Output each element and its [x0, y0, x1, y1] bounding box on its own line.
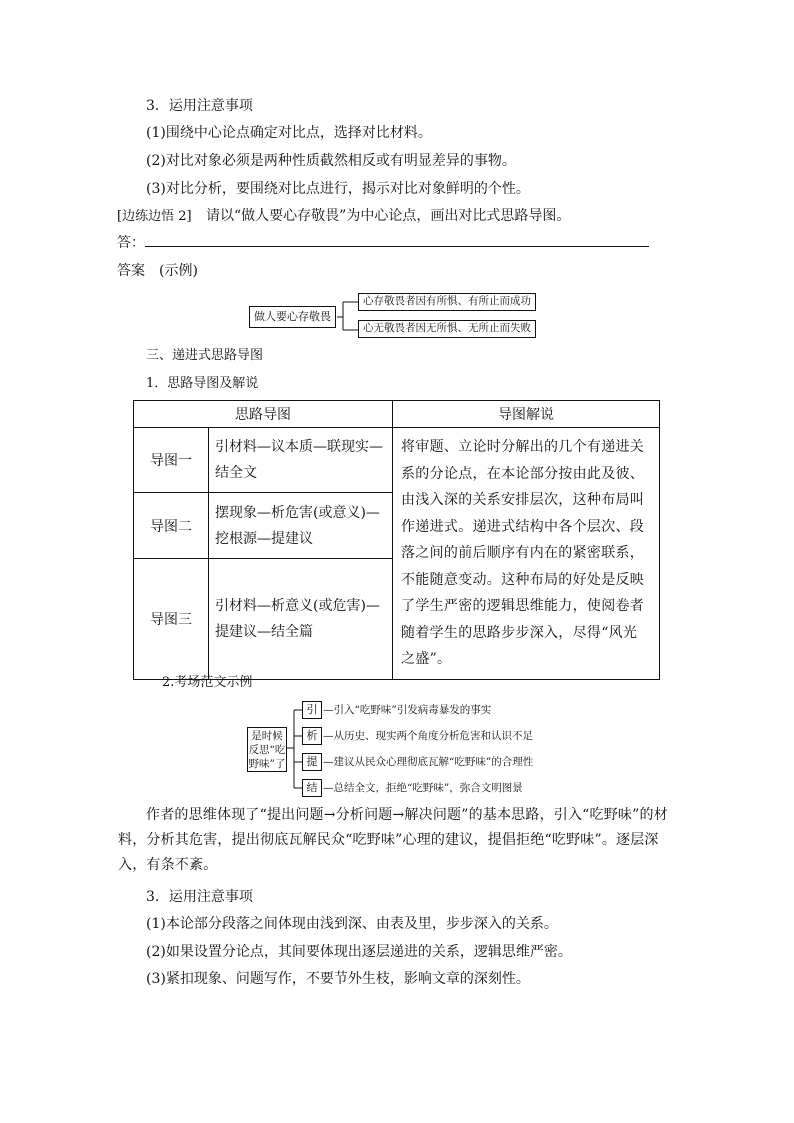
- note-item: (3)对比分析，要围绕对比点进行，揭示对比对象鲜明的个性。: [146, 181, 530, 197]
- section-heading: 三、递进式思路导图: [146, 348, 264, 363]
- branch-text: —从历史、现实两个角度分析危害和认识不足: [323, 730, 533, 742]
- branch-text: —总结全文，拒绝“吃野味”，弥合文明图景: [323, 782, 523, 794]
- row-name: 导图二: [134, 493, 209, 558]
- notes-heading-1: 3．运用注意事项: [146, 98, 253, 114]
- mindmap1-root: 做人要心存敬畏: [249, 306, 336, 328]
- answer-label: 答：: [117, 235, 145, 251]
- branch-tag: 提: [302, 753, 322, 771]
- branch-text: —建议从民众心理彻底瓦解“吃野味”的合理性: [323, 756, 534, 768]
- mindmap1-branch: 心无敬畏者因无所惧、无所止而失败: [358, 320, 536, 338]
- row-name: 导图三: [134, 558, 209, 679]
- root-line: 野味”了: [248, 758, 286, 770]
- note-item: (1)本论部分段落之间体现由浅到深、由表及里，步步深入的关系。: [146, 916, 558, 932]
- root-line: 反思“吃: [248, 744, 286, 756]
- mindmap1-branch: 心存敬畏者因有所惧、有所止而成功: [358, 293, 536, 311]
- notes-heading-2: 3．运用注意事项: [146, 889, 253, 905]
- mindmap2-root: [247, 727, 287, 772]
- subheading: 2.考场范文示例: [162, 675, 253, 690]
- note-item: (2)对比对象必须是两种性质截然相反或有明显差异的事物。: [146, 153, 516, 169]
- root-line: 是时候: [251, 730, 283, 742]
- row-value: 引材料—议本质—联现实—结全文: [209, 428, 393, 493]
- answer-heading: 答案 (示例): [117, 263, 198, 279]
- note-item: (2)如果设置分论点，其间要体现出逐层递进的关系，逻辑思维严密。: [146, 944, 572, 960]
- table-header: 导图解说: [393, 401, 660, 428]
- note-item: (3)紧扣现象、问题写作，不要节外生枝，影响文章的深刻性。: [146, 971, 530, 987]
- guide-table: [133, 400, 660, 680]
- table-header: 思路导图: [134, 401, 393, 428]
- exercise-prompt: 请以“做人要心存敬畏”为中心论点，画出对比式思路导图。: [206, 208, 571, 224]
- table-explanation: 将审题、立论时分解出的几个有递进关系的分论点，在本论部分按由此及彼、由浅入深的关系安排层次，这种布局叫作递进式。递进式结构中各个层次、段落之间的前后顺序有内在的紧密联系，不能随意变动。这种布局的好处是反映了学生严密的逻辑思维能力，使阅卷者随着学生的思路步步深入，尽得“风光之盛”。: [393, 428, 660, 680]
- row-value: 摆现象—析危害(或意义)—挖根源—提建议: [209, 493, 393, 558]
- note-item: (1)围绕中心论点确定对比点，选择对比材料。: [146, 125, 432, 141]
- row-value: 引材料—析意义(或危害)—提建议—结全篇: [209, 558, 393, 679]
- branch-tag: 析: [302, 727, 322, 745]
- branch-tag: 结: [302, 779, 322, 797]
- subheading: 1．思路导图及解说: [146, 376, 259, 391]
- branch-text: —引入“吃野味”引发病毒暴发的事实: [323, 704, 492, 716]
- analysis-paragraph: 作者的思维体现了“提出问题→分析问题→解决问题”的基本思路，引入“吃野味”的材料，分析其危害，提出彻底瓦解民众“吃野味”心理的建议，提倡拒绝“吃野味”。逐层深入，有条不紊。: [118, 807, 668, 873]
- branch-tag: 引: [302, 701, 322, 719]
- exercise-tag: [边练边悟 2]: [117, 209, 192, 224]
- row-name: 导图一: [134, 428, 209, 493]
